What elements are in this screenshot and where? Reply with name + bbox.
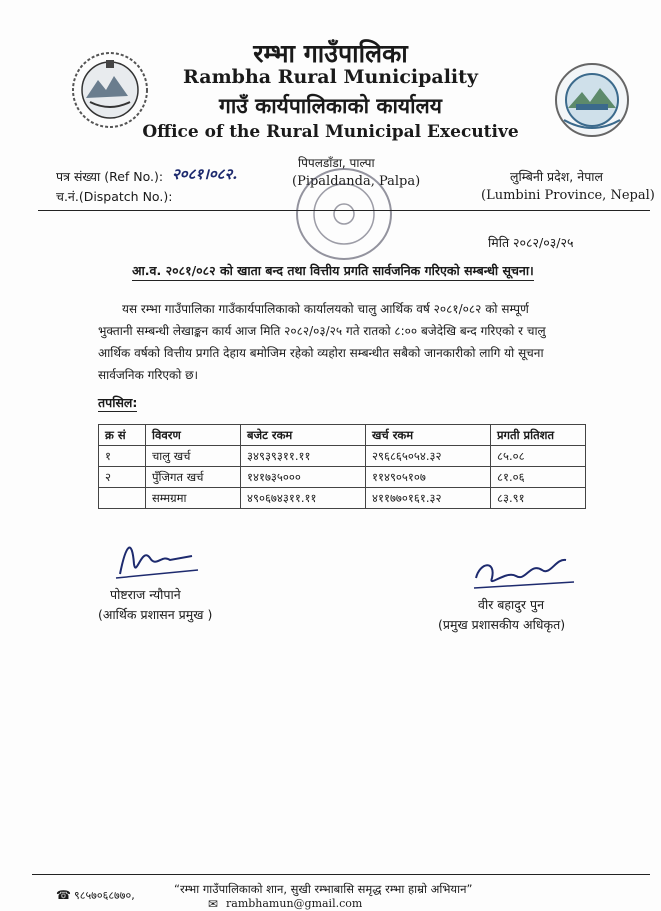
footer-phone: ९८५७०६८७७०, <box>74 889 135 902</box>
table-cell: ११४९०५१०७ <box>366 467 491 488</box>
notice-body-line-4: सार्वजनिक गरिएको छ। <box>98 368 199 382</box>
table-cell: २९६८६५०५४.३२ <box>366 446 491 467</box>
notice-date: मिति २०८२/०३/२५ <box>488 235 574 250</box>
email-icon: ✉ <box>208 897 219 911</box>
ref-number-label: पत्र संख्या (Ref No.): <box>56 169 164 184</box>
office-name-nepali: गाउँ कार्यपालिकाको कार्यालय <box>219 94 442 118</box>
dispatch-number-label: च.नं.(Dispatch No.): <box>56 189 173 204</box>
office-stamp <box>296 168 392 260</box>
table-header-row <box>99 425 586 446</box>
table-header-cell: खर्च रकम <box>366 425 491 446</box>
location-nepali: पिपलडाँडा, पाल्पा <box>298 156 375 170</box>
table-cell: ३४९३९३११.११ <box>241 446 366 467</box>
left-signature <box>112 534 202 586</box>
ref-number-value: २०८१।०८२. <box>172 165 238 183</box>
table-total-row <box>99 488 586 509</box>
right-signature <box>470 548 580 598</box>
table-cell: ८५.०८ <box>491 446 586 467</box>
location-english: (Pipaldanda, Palpa) <box>292 174 421 189</box>
left-signatory-title: (आर्थिक प्रशासन प्रमुख ) <box>98 607 213 622</box>
left-signatory-name: पोष्टराज न्यौपाने <box>110 587 181 602</box>
province-english: (Lumbini Province, Nepal) <box>481 188 655 203</box>
province-nepali: लुम्बिनी प्रदेश, नेपाल <box>510 169 604 184</box>
table-cell: १४१७३५००० <box>241 467 366 488</box>
financial-progress-table <box>98 424 586 509</box>
right-signatory-name: वीर बहादुर पुन <box>478 597 545 612</box>
notice-body-line-3: आर्थिक वर्षको वित्तीय प्रगति देहाय बमोजिम रहेको व्यहोरा सम्बन्धीत सबैको जानकारीको लागि यो सूचना <box>98 346 544 360</box>
table-row <box>99 446 586 467</box>
footer-email: rambhamun@gmail.com <box>226 897 363 910</box>
table-cell: ८३.९१ <box>491 488 586 509</box>
table-header-cell: विवरण <box>146 425 241 446</box>
table-header-cell: प्रगती प्रतिशत <box>491 425 586 446</box>
header-divider <box>38 210 650 211</box>
table-cell: ४९०६७४३११.११ <box>241 488 366 509</box>
municipality-name-nepali: रम्भा गाउँपालिका <box>253 39 408 68</box>
right-signatory-title: (प्रमुख प्रशासकीय अधिकृत) <box>438 617 566 632</box>
table-cell: २ <box>99 467 146 488</box>
notice-subject: आ.व. २०८१/०८२ को खाता बन्द तथा वित्तीय प्रगति सार्वजनिक गरिएको सम्बन्धी सूचना। <box>132 262 534 281</box>
table-row <box>99 467 586 488</box>
table-cell: सम्मग्रमा <box>146 488 241 509</box>
notice-body-line-1: यस रम्भा गाउँपालिका गाउँकार्यपालिकाको कार्यालयको चालु आर्थिक वर्ष २०८१/०८२ को सम्पूर्ण <box>122 302 529 316</box>
footer-slogan: “रम्भा गाउँपालिकाको शान, सुखी रम्भाबासि समृद्ध रम्भा हाम्रो अभियान” <box>174 882 473 896</box>
table-cell <box>99 488 146 509</box>
details-label: तपसिल: <box>98 395 138 410</box>
notice-body-line-2: भुक्तानी सम्बन्धी लेखाङ्कन कार्य आज मिति २०८२/०३/२५ गते रातको ८:०० बजेदेखि बन्द गरिएको र चालु <box>98 324 546 338</box>
table-header-cell: बजेट रकम <box>241 425 366 446</box>
office-name-english: Office of the Rural Municipal Executive <box>142 122 519 142</box>
table-cell: चालु खर्च <box>146 446 241 467</box>
table-cell: ८१.०६ <box>491 467 586 488</box>
footer-divider <box>32 874 650 875</box>
table-cell: ४११७७०१६१.३२ <box>366 488 491 509</box>
municipality-name-english: Rambha Rural Municipality <box>183 66 478 88</box>
table-cell: पुँजिगत खर्च <box>146 467 241 488</box>
table-header-cell: क्र सं <box>99 425 146 446</box>
table-cell: १ <box>99 446 146 467</box>
phone-icon: ☎ <box>56 888 71 902</box>
